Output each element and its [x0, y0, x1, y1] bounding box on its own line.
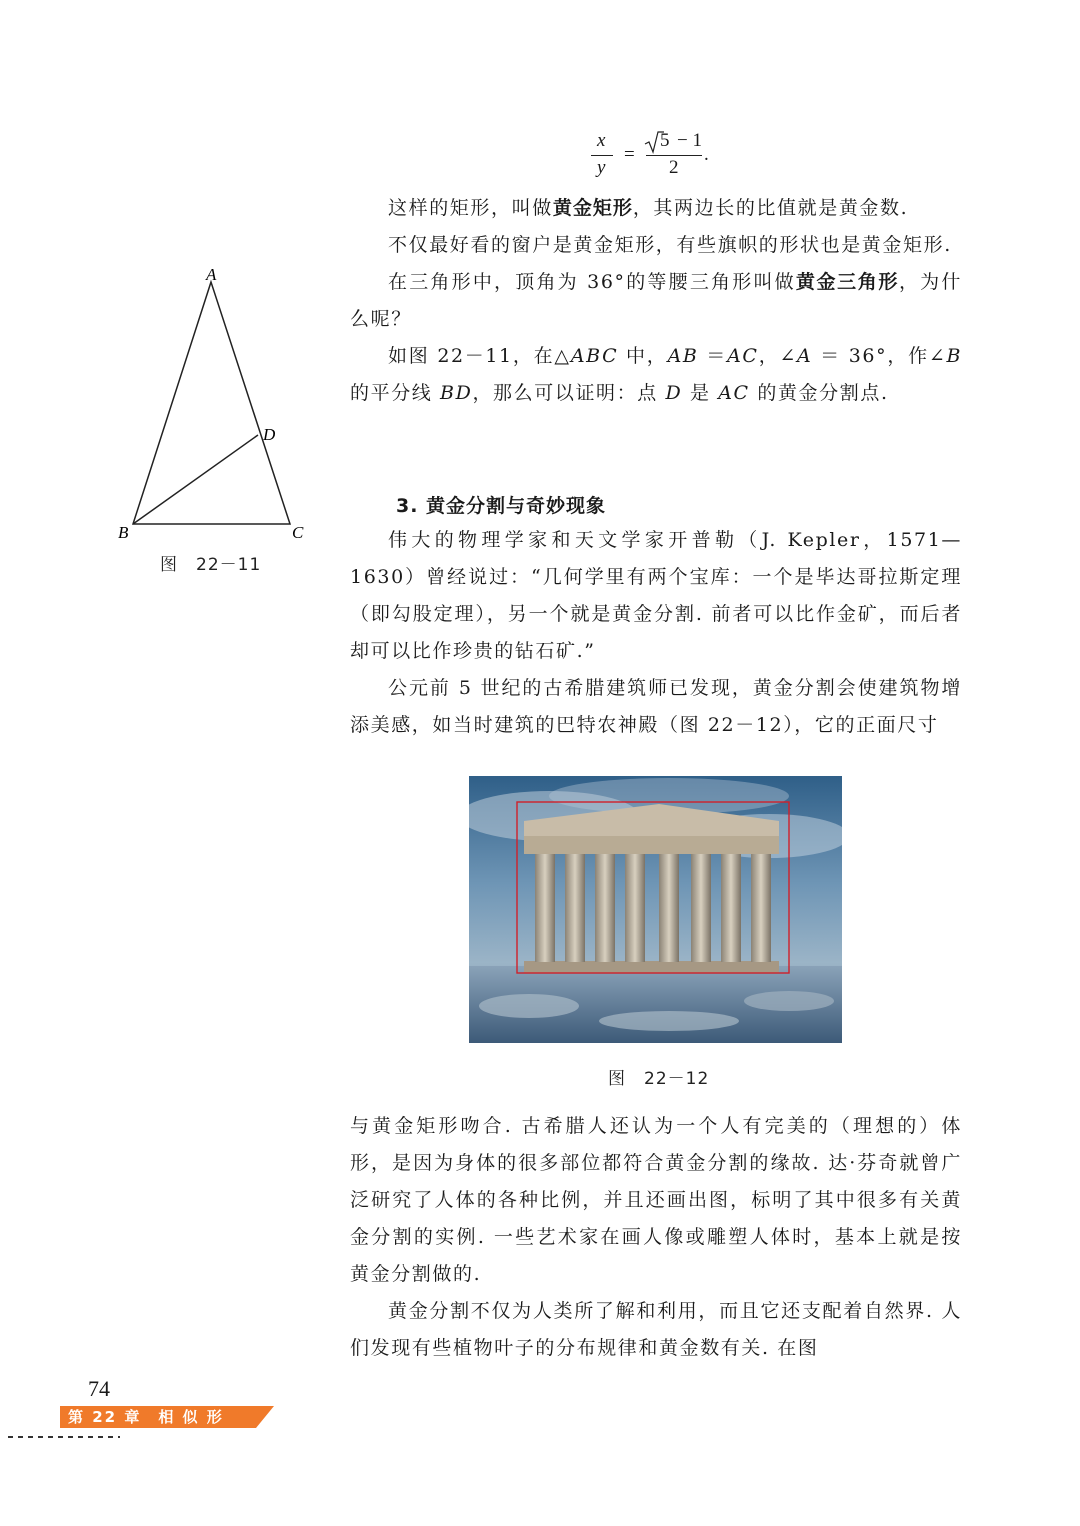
term-golden-rectangle: 黄金矩形 — [552, 197, 633, 219]
triangle-abc — [133, 282, 290, 524]
figure-22-11-caption: 图 22－11 — [160, 555, 262, 575]
text-block-top — [350, 190, 962, 412]
label-d: D — [263, 425, 276, 444]
formula-fraction-bar-2 — [646, 155, 702, 156]
term-golden-triangle: 黄金三角形 — [795, 271, 899, 293]
paragraph-parthenon: 公元前 5 世纪的古希腊建筑师已发现，黄金分割会使建筑物增添美感，如当时建筑的巴特农神殿（图 22－12），它的正面尺寸 — [350, 677, 962, 736]
paragraph-golden-triangle: 在三角形中，顶角为 36°的等腰三角形叫做黄金三角形，为什么呢？ — [350, 271, 962, 330]
text-block-bottom — [350, 1108, 962, 1367]
formula-radicand: 5 — [660, 130, 670, 151]
page-number: 74 — [88, 1376, 110, 1401]
figure-22-12-caption: 图 22－12 — [608, 1069, 710, 1089]
paragraph-nature: 黄金分割不仅为人类所了解和利用，而且它还支配着自然界. 人们发现有些植物叶子的分布规律和黄金数有关. 在图 — [350, 1300, 962, 1359]
chapter-label: 第 22 章 相 似 形 — [68, 1408, 224, 1426]
golden-triangle-figure — [110, 262, 310, 547]
formula-rhs-denominator: 2 — [669, 157, 679, 178]
bisector-bd — [133, 435, 258, 524]
parthenon-illustration — [469, 776, 842, 1043]
formula-numerator: x — [597, 130, 606, 151]
formula-equals: = — [624, 144, 635, 165]
label-c: C — [292, 523, 304, 542]
paragraph-kepler: 伟大的物理学家和天文学家开普勒（J. Kepler，1571—1630）曾经说过：“几何学里有两个宝库：一个是毕达哥拉斯定理（即勾股定理），另一个就是黄金分割. 前者可以比作金矿，而后者却可以比作珍贵的钻石矿.” — [350, 529, 962, 662]
footer-dotted-line — [8, 1436, 120, 1438]
formula-period: . — [704, 144, 709, 165]
label-b: B — [118, 523, 129, 542]
formula-fraction-bar — [591, 155, 613, 156]
paragraph-proof-statement: 如图 22－11，在△ABC 中，AB ＝AC，∠A ＝ 36°，作∠B 的平分线 BD，那么可以证明：点 D 是 AC 的黄金分割点. — [350, 345, 963, 404]
parthenon-columns — [535, 854, 771, 962]
formula-minus-one: − 1 — [677, 130, 702, 151]
paragraph-windows-flags: 不仅最好看的窗户是黄金矩形，有些旗帜的形状也是黄金矩形. — [388, 234, 952, 256]
formula-denominator: y — [597, 157, 606, 178]
text-block-middle — [350, 522, 962, 744]
parthenon-photo — [469, 776, 842, 1043]
paragraph-human-body: 与黄金矩形吻合. 古希腊人还认为一个人有完美的（理想的）体形，是因为身体的很多部位都符合黄金分割的缘故. 达·芬奇就曾广泛研究了人体的各种比例，并且还画出图，标明了其中很多有关黄金分割的实例. 一些艺术家在画人像或雕塑人体时，基本上就是按黄金分割做的. — [350, 1115, 962, 1285]
label-a: A — [206, 265, 217, 284]
section-title: 3. 黄金分割与奇妙现象 — [396, 495, 607, 517]
paragraph-golden-rectangle: 这样的矩形，叫做黄金矩形，其两边长的比值就是黄金数. — [388, 197, 909, 219]
